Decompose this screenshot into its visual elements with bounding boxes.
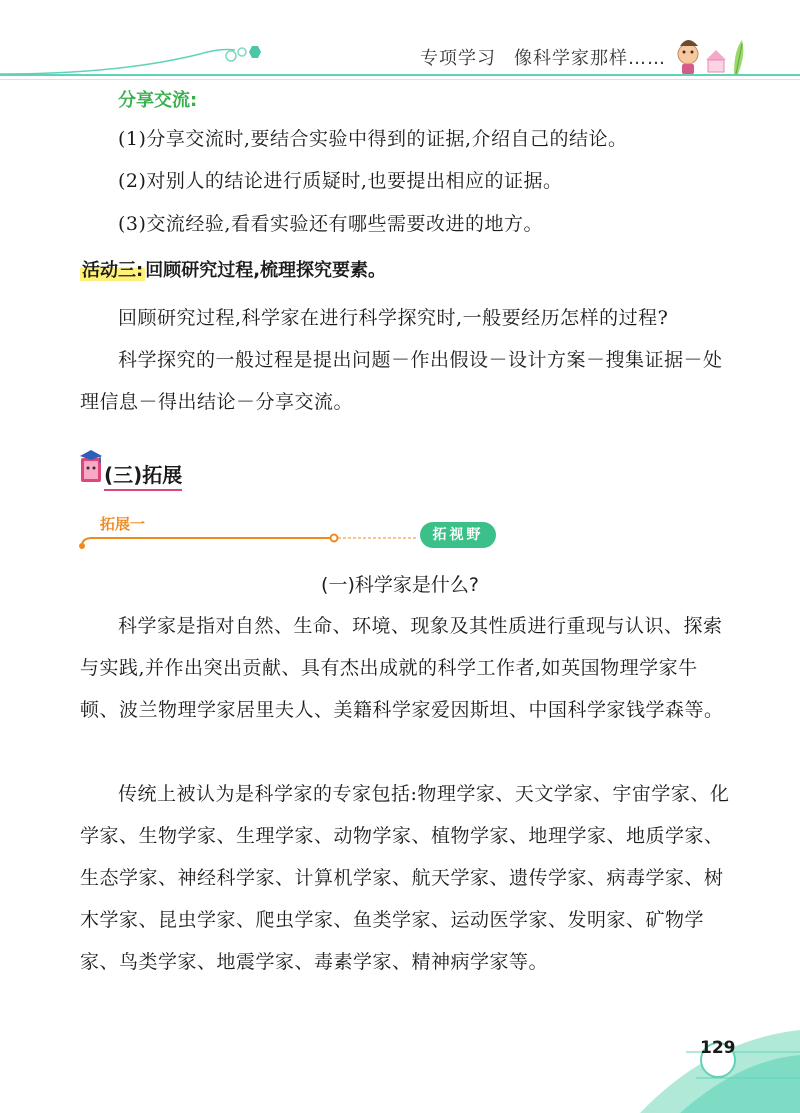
extension-subtitle: (一)科学家是什么? (321, 574, 479, 596)
activity-three-answer: 科学探究的一般过程是提出问题－作出假设－设计方案－搜集证据－处理信息－得出结论－分享交流。 (80, 349, 723, 413)
activity-three-question: 回顾研究过程,科学家在进行科学探究时,一般要经历怎样的过程? (118, 307, 669, 329)
share-item: (3)交流经验,看看实验还有哪些需要改进的地方。 (118, 213, 543, 235)
share-heading: 分享交流: (118, 90, 198, 111)
extension-divider (76, 528, 426, 552)
book-mascot-icon (78, 448, 106, 484)
header-cartoon-icon (672, 30, 752, 80)
share-item: (2)对别人的结论进行质疑时,也要提出相应的证据。 (118, 170, 563, 192)
extension-paragraph: 科学家是指对自然、生命、环境、现象及其性质进行重现与认识、探索与实践,并作出突出贡献、具有杰出成就的科学工作者,如英国物理学家牛顿、波兰物理学家居里夫人、美籍科学家爱因斯坦、中国科学家钱学森等。 (80, 615, 724, 721)
header-title (420, 44, 666, 70)
activity-three-heading (80, 256, 386, 282)
extension-paragraph: 传统上被认为是科学家的专家包括:物理学家、天文学家、宇宙学家、化学家、生物学家、生理学家、动物学家、植物学家、地理学家、地质学家、生态学家、神经科学家、计算机学家、航天学家、遗传学家、病毒学家、树木学家、昆虫学家、爬虫学家、鱼类学家、运动医学家、发明家、矿物学家、鸟类学家、地震学家、毒素学家、精神病学家等。 (80, 783, 730, 973)
activity-three-label: 活动三: (82, 260, 144, 281)
extension-one-label: 拓展一 (100, 515, 146, 533)
broaden-view-badge: 拓视野 (420, 522, 496, 548)
page-number: 129 (700, 1038, 736, 1058)
header-section: 专项学习 (420, 48, 496, 69)
extension-section-title: (三)拓展 (104, 459, 182, 491)
activity-three-text: 回顾研究过程,梳理探究要素。 (145, 260, 387, 281)
share-item: (1)分享交流时,要结合实验中得到的证据,介绍自己的结论。 (118, 128, 628, 150)
header-chapter: 像科学家那样…… (514, 48, 666, 69)
